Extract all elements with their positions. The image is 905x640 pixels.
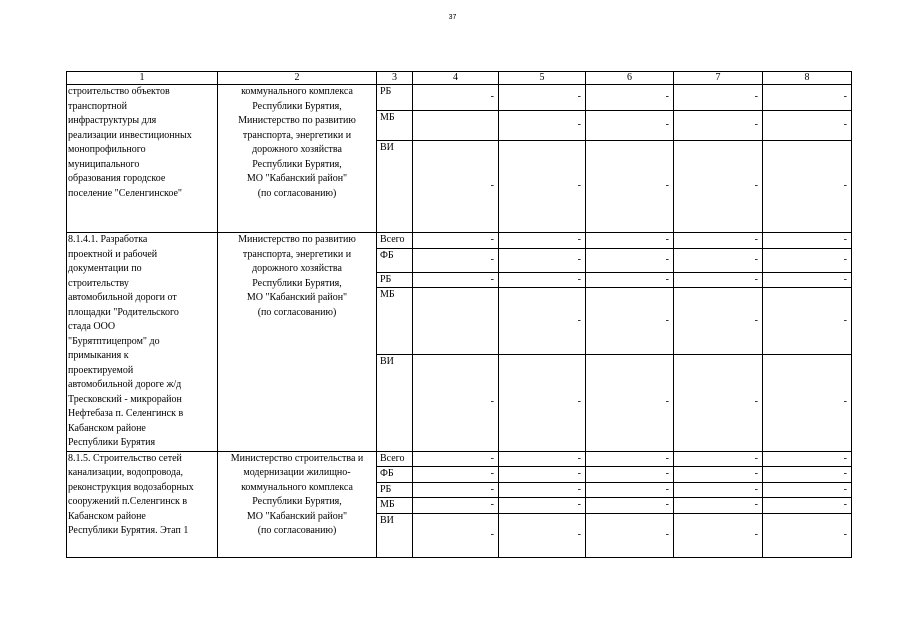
- value-cell: [413, 111, 499, 141]
- value-cell: -: [674, 141, 763, 233]
- header-cell: 7: [674, 72, 763, 85]
- value-cell: -: [674, 482, 763, 498]
- value-cell: -: [413, 482, 499, 498]
- table-row: [67, 85, 852, 111]
- executor-cell: Министерство по развитию транспорта, энергетики и дорожного хозяйства Республики Бурятия, МО "Кабанский район" (по согласованию): [218, 233, 377, 452]
- funding-source-cell: ВИ: [377, 513, 413, 557]
- value-cell: -: [499, 467, 586, 483]
- page-number: 37: [448, 14, 457, 21]
- value-cell: -: [499, 482, 586, 498]
- value-cell: -: [586, 111, 674, 141]
- value-cell: -: [586, 85, 674, 111]
- funding-source-cell: ВИ: [377, 141, 413, 233]
- value-cell: -: [674, 288, 763, 354]
- header-cell: 6: [586, 72, 674, 85]
- table-row: [67, 451, 852, 467]
- value-cell: -: [674, 85, 763, 111]
- funding-source-cell: Всего: [377, 233, 413, 249]
- value-cell: -: [674, 233, 763, 249]
- funding-source-cell: МБ: [377, 498, 413, 514]
- value-cell: -: [499, 248, 586, 272]
- value-cell: -: [674, 248, 763, 272]
- value-cell: -: [499, 233, 586, 249]
- value-cell: -: [586, 498, 674, 514]
- value-cell: -: [499, 85, 586, 111]
- value-cell: -: [499, 288, 586, 354]
- header-cell: 2: [218, 72, 377, 85]
- funding-source-cell: ФБ: [377, 467, 413, 483]
- value-cell: -: [674, 451, 763, 467]
- header-cell: 4: [413, 72, 499, 85]
- header-cell: 5: [499, 72, 586, 85]
- value-cell: -: [499, 451, 586, 467]
- value-cell: -: [763, 233, 852, 249]
- value-cell: -: [763, 467, 852, 483]
- executor-cell: Министерство строительства и модернизации жилищно- коммунального комплекса Республики Бурятия, МО "Кабанский район" (по согласованию): [218, 451, 377, 557]
- value-cell: -: [413, 451, 499, 467]
- value-cell: -: [586, 141, 674, 233]
- value-cell: -: [499, 272, 586, 288]
- value-cell: -: [763, 513, 852, 557]
- value-cell: -: [499, 498, 586, 514]
- value-cell: -: [413, 467, 499, 483]
- header-row: [67, 72, 852, 85]
- value-cell: -: [763, 354, 852, 451]
- value-cell: -: [586, 451, 674, 467]
- header-cell: 1: [67, 72, 218, 85]
- value-cell: -: [763, 288, 852, 354]
- value-cell: -: [586, 354, 674, 451]
- measure-name-cell: строительство объектов транспортной инфраструктуры для реализации инвестиционных монопрофильного муниципального образования городское поселение "Селенгинское": [67, 85, 218, 233]
- value-cell: -: [763, 498, 852, 514]
- value-cell: -: [586, 482, 674, 498]
- value-cell: -: [763, 482, 852, 498]
- value-cell: -: [499, 141, 586, 233]
- value-cell: -: [413, 498, 499, 514]
- value-cell: -: [586, 513, 674, 557]
- funding-source-cell: МБ: [377, 111, 413, 141]
- table-row: [67, 233, 852, 249]
- measure-name-cell: 8.1.4.1. Разработка проектной и рабочей документации по строительству автомобильной дороги от площадки "Родительского стада ООО "Бурятптицепром" до примыкания к проектируемой автомобильной дороге ж/д Тресковский - микрорайон Нефтебаза п. Селенгинск в Кабанском районе Республики Бурятия: [67, 233, 218, 452]
- value-cell: -: [586, 467, 674, 483]
- funding-source-cell: ВИ: [377, 354, 413, 451]
- value-cell: -: [674, 354, 763, 451]
- value-cell: -: [413, 513, 499, 557]
- funding-source-cell: МБ: [377, 288, 413, 354]
- value-cell: -: [674, 272, 763, 288]
- funding-source-cell: Всего: [377, 451, 413, 467]
- funding-source-cell: РБ: [377, 272, 413, 288]
- value-cell: -: [413, 248, 499, 272]
- value-cell: -: [674, 513, 763, 557]
- value-cell: -: [586, 233, 674, 249]
- value-cell: -: [763, 272, 852, 288]
- value-cell: -: [763, 248, 852, 272]
- value-cell: -: [499, 111, 586, 141]
- value-cell: -: [674, 498, 763, 514]
- value-cell: -: [763, 85, 852, 111]
- value-cell: [413, 288, 499, 354]
- value-cell: -: [499, 513, 586, 557]
- funding-source-cell: ФБ: [377, 248, 413, 272]
- value-cell: -: [586, 288, 674, 354]
- header-cell: 3: [377, 72, 413, 85]
- header-cell: 8: [763, 72, 852, 85]
- value-cell: -: [413, 233, 499, 249]
- value-cell: -: [674, 111, 763, 141]
- value-cell: -: [586, 248, 674, 272]
- value-cell: -: [413, 272, 499, 288]
- program-table: [66, 71, 852, 558]
- measure-name-cell: 8.1.5. Строительство сетей канализации, водопровода, реконструкция водозаборных сооружений п.Селенгинск в Кабанском районе Республики Бурятия. Этап 1: [67, 451, 218, 557]
- value-cell: -: [499, 354, 586, 451]
- funding-source-cell: РБ: [377, 85, 413, 111]
- executor-cell: коммунального комплекса Республики Бурятия, Министерство по развитию транспорта, энергетики и дорожного хозяйства Республики Бурятия, МО "Кабанский район" (по согласованию): [218, 85, 377, 233]
- funding-source-cell: РБ: [377, 482, 413, 498]
- value-cell: -: [674, 467, 763, 483]
- value-cell: -: [413, 354, 499, 451]
- value-cell: -: [763, 451, 852, 467]
- value-cell: -: [763, 141, 852, 233]
- value-cell: -: [413, 141, 499, 233]
- value-cell: -: [763, 111, 852, 141]
- value-cell: -: [586, 272, 674, 288]
- value-cell: -: [413, 85, 499, 111]
